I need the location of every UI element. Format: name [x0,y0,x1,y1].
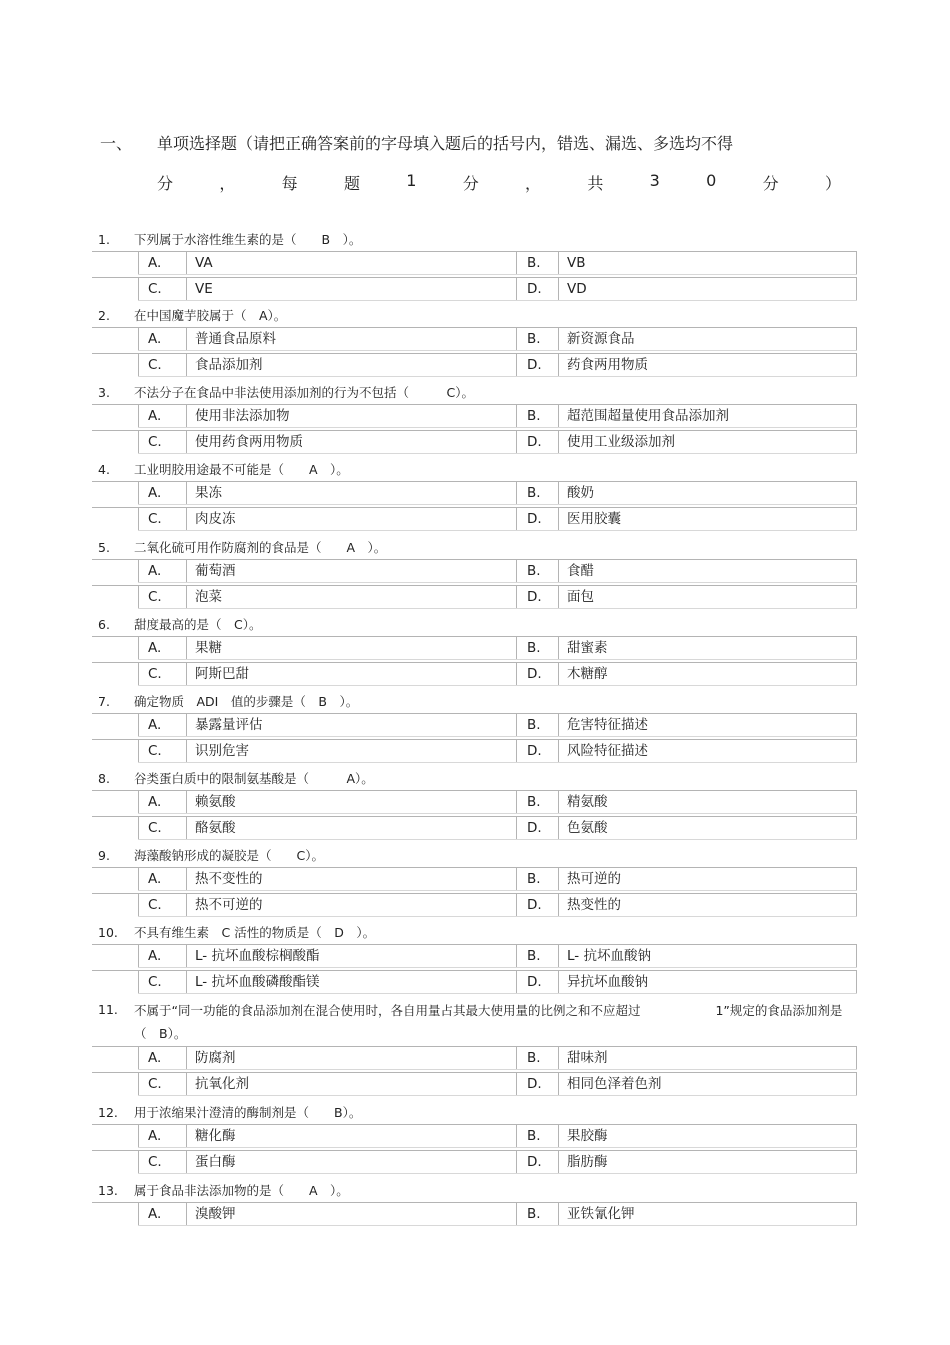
option-blank-cell [92,790,138,814]
option-blank-cell [92,944,138,968]
question-text: 谷类蛋白质中的限制氨基酸是（ A）。 [134,771,374,786]
option-row [92,867,857,891]
section-title-char: 3 [649,171,660,190]
option-letter: B. [516,559,558,583]
option-letter: D. [516,739,558,763]
option-letter: B. [516,1124,558,1148]
option-row [92,944,857,968]
option-text: 医用胶囊 [558,507,857,531]
option-row [92,1150,857,1174]
section-title-char: 1 [406,171,417,190]
question-number: 9. [98,848,110,863]
question-text: 属于食品非法添加物的是（ A ）。 [134,1183,349,1198]
option-text: VB [558,251,857,275]
question-number: 4. [98,462,110,477]
option-text: 超范围超量使用食品添加剂 [558,404,857,428]
question-text: 不法分子在食品中非法使用添加剂的行为不包括（ C）。 [134,385,474,400]
option-row [92,430,857,454]
option-blank-cell [92,507,138,531]
option-text: 风险特征描述 [558,739,857,763]
option-letter: A. [138,636,186,660]
option-letter: B. [516,481,558,505]
option-letter: D. [516,1072,558,1096]
option-letter: A. [138,404,186,428]
option-text: 使用药食两用物质 [186,430,516,454]
option-row [92,585,857,609]
option-text: 糖化酶 [186,1124,516,1148]
option-text: 赖氨酸 [186,790,516,814]
option-text: L- 抗坏血酸棕榈酸酯 [186,944,516,968]
option-text: 葡萄酒 [186,559,516,583]
question-number: 5. [98,540,110,555]
option-row [92,970,857,994]
option-letter: C. [138,507,186,531]
option-letter: A. [138,481,186,505]
option-text: L- 抗坏血酸钠 [558,944,857,968]
option-letter: A. [138,251,186,275]
option-row [92,1202,857,1226]
option-letter: C. [138,739,186,763]
option-row [92,327,857,351]
option-letter: C. [138,277,186,301]
option-letter: D. [516,507,558,531]
option-text: 精氨酸 [558,790,857,814]
option-text: 使用非法添加物 [186,404,516,428]
option-row [92,713,857,737]
option-letter: A. [138,944,186,968]
option-letter: B. [516,1046,558,1070]
question-text: 工业明胶用途最不可能是（ A ）。 [134,462,349,477]
option-letter: C. [138,1072,186,1096]
option-text: 危害特征描述 [558,713,857,737]
option-text: 果糖 [186,636,516,660]
option-letter: A. [138,713,186,737]
option-text: 亚铁氰化钾 [558,1202,857,1226]
option-row [92,353,857,377]
option-letter: A. [138,327,186,351]
option-text: 异抗坏血酸钠 [558,970,857,994]
option-text: 甜味剂 [558,1046,857,1070]
option-blank-cell [92,559,138,583]
option-letter: D. [516,662,558,686]
option-text: 阿斯巴甜 [186,662,516,686]
option-text: 蛋白酶 [186,1150,516,1174]
section-title-char: ） [824,174,841,193]
question-number: 2. [98,308,110,323]
option-letter: D. [516,1150,558,1174]
section-number: 一、 [100,134,133,153]
question-text: 不具有维生素 C 活性的物质是（ D ）。 [134,925,376,940]
option-letter: C. [138,970,186,994]
option-letter: C. [138,816,186,840]
option-text: 相同色泽着色剂 [558,1072,857,1096]
option-blank-cell [92,662,138,686]
option-blank-cell [92,970,138,994]
section-title-char: 分 [157,174,174,193]
option-blank-cell [92,1072,138,1096]
option-blank-cell [92,893,138,917]
question-number: 3. [98,385,110,400]
option-text: 新资源食品 [558,327,857,351]
section-title-continued [157,171,841,194]
question-number: 10. [98,925,118,940]
option-text: 果胶酶 [558,1124,857,1148]
option-blank-cell [92,867,138,891]
question-text: 海藻酸钠形成的凝胶是（ C）。 [134,848,324,863]
option-letter: A. [138,867,186,891]
option-text: 普通食品原料 [186,327,516,351]
option-letter: D. [516,585,558,609]
option-letter: B. [516,790,558,814]
option-row [92,1046,857,1070]
option-letter: B. [516,636,558,660]
question-text: 甜度最高的是（ C）。 [134,617,262,632]
option-text: 木糖醇 [558,662,857,686]
option-row [92,277,857,301]
option-row [92,662,857,686]
option-text: VE [186,277,516,301]
option-text: 色氨酸 [558,816,857,840]
section-title-char: 共 [587,174,604,193]
option-row [92,893,857,917]
option-letter: C. [138,662,186,686]
option-row [92,790,857,814]
option-row [92,1072,857,1096]
option-row [92,739,857,763]
option-text: 热变性的 [558,893,857,917]
option-letter: B. [516,327,558,351]
option-letter: D. [516,893,558,917]
question-text: 在中国魔芋胶属于（ A）。 [134,308,287,323]
question-text: 确定物质 ADI 值的步骤是（ B ）。 [134,694,359,709]
option-blank-cell [92,713,138,737]
question-text: 下列属于水溶性维生素的是（ B ）。 [134,232,362,247]
option-text: 甜蜜素 [558,636,857,660]
option-text: 暴露量评估 [186,713,516,737]
question-number: 1. [98,232,110,247]
option-text: 识别危害 [186,739,516,763]
option-letter: B. [516,251,558,275]
option-text: 防腐剂 [186,1046,516,1070]
section-title-char: 分 [462,174,479,193]
section-title-char: 分 [762,174,779,193]
option-text: 肉皮冻 [186,507,516,531]
section-title-char: 每 [281,174,298,193]
option-text: 抗氧化剂 [186,1072,516,1096]
option-row [92,816,857,840]
option-blank-cell [92,277,138,301]
option-letter: A. [138,1046,186,1070]
option-letter: C. [138,353,186,377]
option-letter: A. [138,1124,186,1148]
option-blank-cell [92,1124,138,1148]
option-letter: D. [516,970,558,994]
option-letter: B. [516,944,558,968]
option-text: 食醋 [558,559,857,583]
option-blank-cell [92,636,138,660]
question-number: 11. [98,1002,118,1017]
option-blank-cell [92,1202,138,1226]
option-letter: A. [138,1202,186,1226]
option-text: 泡菜 [186,585,516,609]
option-text: 果冻 [186,481,516,505]
option-text: 热可逆的 [558,867,857,891]
option-blank-cell [92,404,138,428]
option-text: L- 抗坏血酸磷酸酯镁 [186,970,516,994]
option-letter: C. [138,893,186,917]
option-blank-cell [92,481,138,505]
question-text: 二氧化硫可用作防腐剂的食品是（ A ）。 [134,540,387,555]
option-letter: D. [516,277,558,301]
option-letter: D. [516,816,558,840]
option-blank-cell [92,585,138,609]
option-text: VA [186,251,516,275]
option-blank-cell [92,327,138,351]
option-text: 溴酸钾 [186,1202,516,1226]
option-row [92,636,857,660]
option-blank-cell [92,251,138,275]
question-number: 6. [98,617,110,632]
option-text: 食品添加剂 [186,353,516,377]
section-title-char: ， [525,174,542,193]
option-letter: C. [138,585,186,609]
option-row [92,251,857,275]
option-letter: C. [138,1150,186,1174]
section-title-char: 题 [343,174,360,193]
section-title-char: ， [219,174,236,193]
question-number: 7. [98,694,110,709]
option-blank-cell [92,816,138,840]
option-row [92,507,857,531]
option-row [92,404,857,428]
option-text: 面包 [558,585,857,609]
option-blank-cell [92,353,138,377]
option-row [92,1124,857,1148]
option-letter: B. [516,404,558,428]
question-text: 用于浓缩果汁澄清的酶制剂是（ B）。 [134,1105,362,1120]
option-row [92,559,857,583]
question-text: 不属于“同一功能的食品添加剂在混合使用时，各自用量占其最大使用量的比例之和不应超过 1”规定的食品添加剂是（ B）。 [134,1003,843,1041]
option-letter: C. [138,430,186,454]
option-text: 使用工业级添加剂 [558,430,857,454]
option-blank-cell [92,1150,138,1174]
option-blank-cell [92,1046,138,1070]
option-blank-cell [92,739,138,763]
option-blank-cell [92,430,138,454]
option-letter: D. [516,353,558,377]
option-text: 药食两用物质 [558,353,857,377]
option-text: 酸奶 [558,481,857,505]
option-text: 脂肪酶 [558,1150,857,1174]
option-letter: B. [516,1202,558,1226]
option-letter: B. [516,867,558,891]
option-text: 热不变性的 [186,867,516,891]
option-text: 热不可逆的 [186,893,516,917]
option-row [92,481,857,505]
option-letter: A. [138,790,186,814]
option-letter: B. [516,713,558,737]
question-number: 8. [98,771,110,786]
option-text: 酪氨酸 [186,816,516,840]
question-number: 12. [98,1105,118,1120]
section-title: 单项选择题（请把正确答案前的字母填入题后的括号内，错选、漏选、多选均不得 [157,134,734,153]
question-number: 13. [98,1183,118,1198]
option-letter: A. [138,559,186,583]
section-title-char: 0 [706,171,717,190]
option-text: VD [558,277,857,301]
option-letter: D. [516,430,558,454]
